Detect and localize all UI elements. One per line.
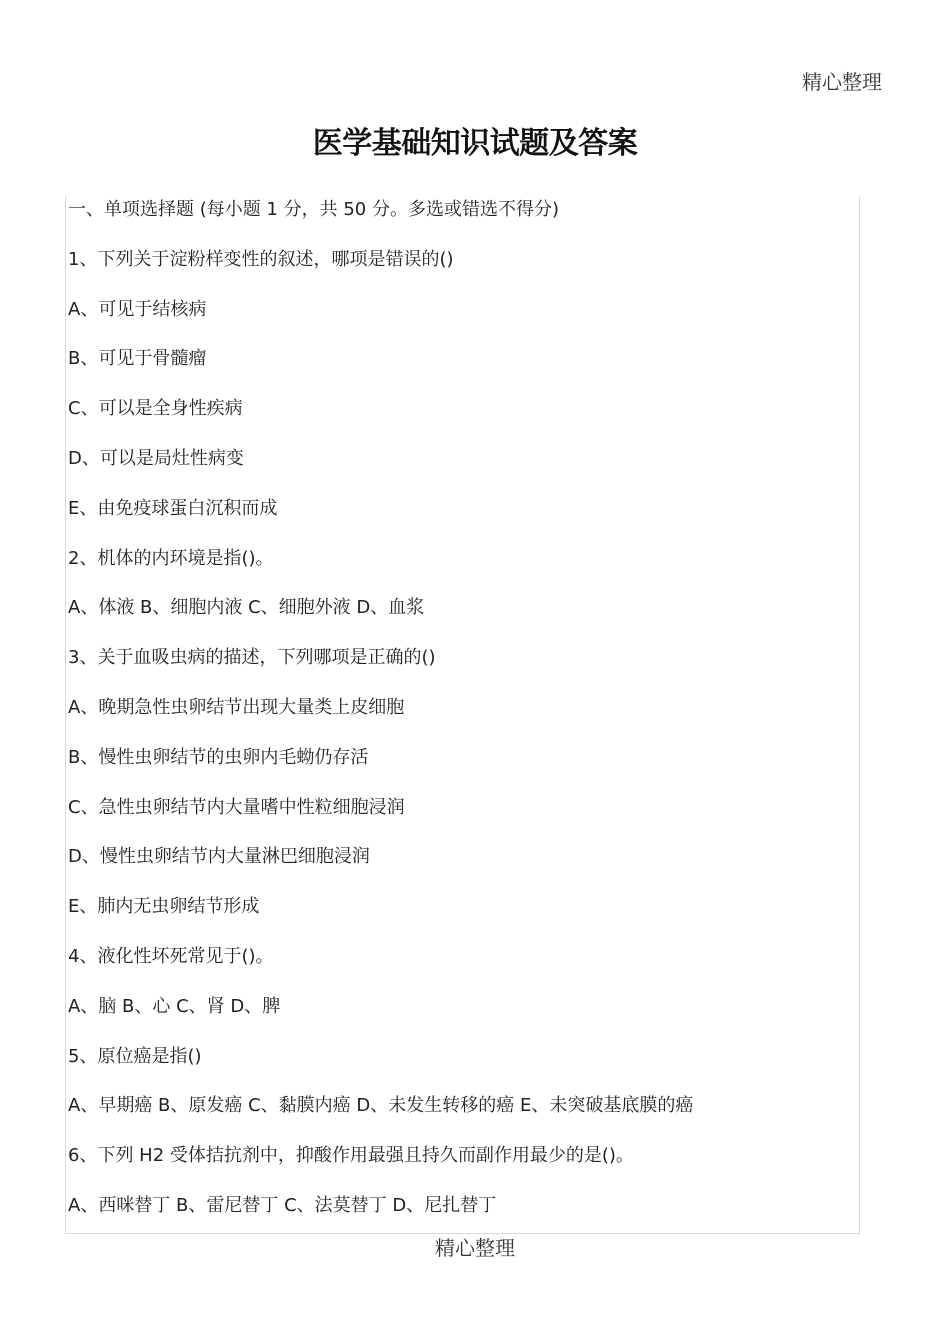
option-line: B、慢性虫卵结节的虫卵内毛蚴仍存活: [68, 746, 369, 768]
option-line: A、晚期急性虫卵结节出现大量类上皮细胞: [68, 696, 405, 718]
option-line: E、由免疫球蛋白沉积而成: [68, 497, 278, 519]
footer-note: 精心整理: [435, 1236, 515, 1260]
option-line: C、可以是全身性疾病: [68, 398, 243, 420]
option-line: D、慢性虫卵结节内大量淋巴细胞浸润: [68, 846, 370, 868]
section-heading: 一、单项选择题 (每小题 1 分，共 50 分。多选或错选不得分): [68, 199, 560, 220]
question-4: 4、液化性坏死常见于()。: [68, 945, 274, 967]
option-line: A、体液 B、细胞内液 C、细胞外液 D、血浆: [68, 597, 425, 619]
question-6: 6、下列 H2 受体拮抗剂中，抑酸作用最强且持久而副作用最少的是()。: [68, 1145, 634, 1167]
option-line: A、脑 B、心 C、肾 D、脾: [68, 995, 281, 1017]
option-line: A、西咪替丁 B、雷尼替丁 C、法莫替丁 D、尼扎替丁: [68, 1194, 497, 1216]
question-list: [68, 196, 848, 1242]
option-line: D、可以是局灶性病变: [68, 447, 244, 469]
document-title: 医学基础知识试题及答案: [312, 126, 638, 161]
option-line: C、急性虫卵结节内大量嗜中性粒细胞浸润: [68, 796, 405, 818]
question-5: 5、原位癌是指(): [68, 1045, 202, 1067]
question-2: 2、机体的内环境是指()。: [68, 547, 274, 569]
option-line: E、肺内无虫卵结节形成: [68, 896, 260, 918]
question-3: 3、关于血吸虫病的描述，下列哪项是正确的(): [68, 647, 436, 669]
option-line: A、早期癌 B、原发癌 C、黏膜内癌 D、未发生转移的癌 E、未突破基底膜的癌: [68, 1095, 694, 1117]
option-line: A、可见于结核病: [68, 298, 207, 320]
header-note: 精心整理: [802, 70, 882, 94]
option-line: B、可见于骨髓瘤: [68, 348, 207, 370]
question-1: 1、下列关于淀粉样变性的叙述，哪项是错误的(): [68, 248, 454, 270]
